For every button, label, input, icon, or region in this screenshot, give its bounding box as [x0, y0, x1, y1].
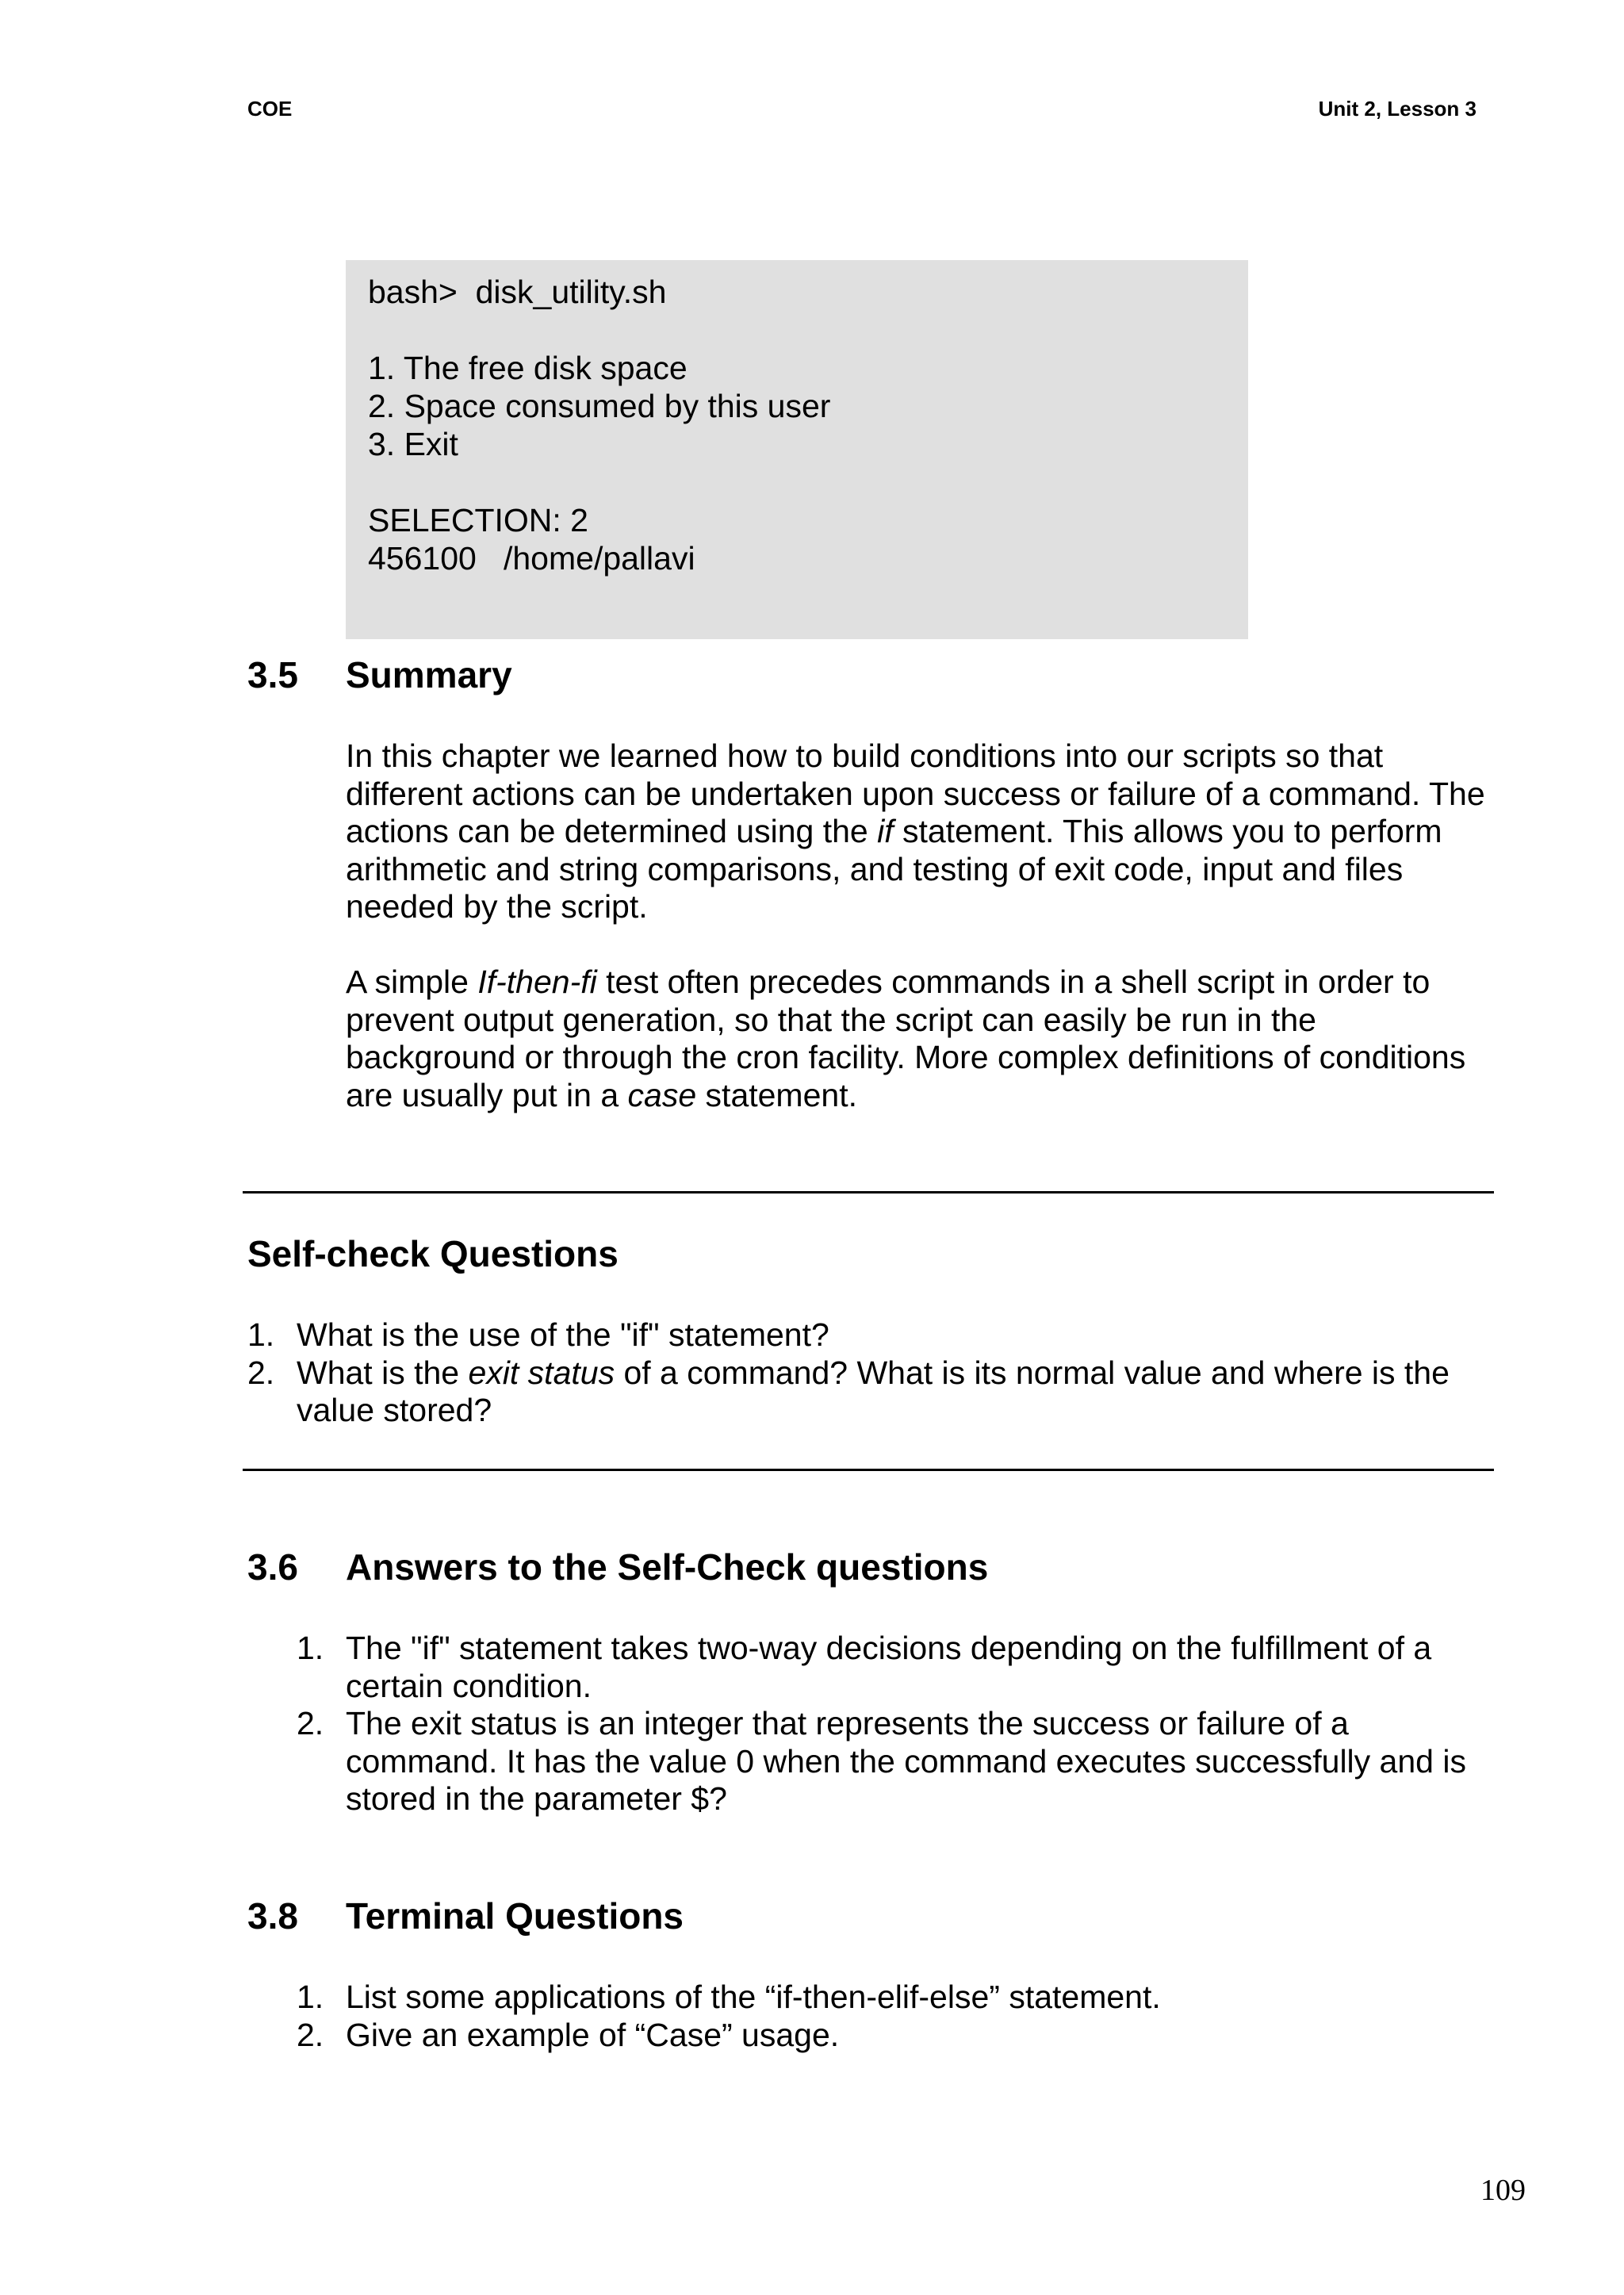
section-title: Summary	[346, 654, 512, 695]
terminal-result: 456100 /home/pallavi	[368, 540, 695, 577]
terminal-prompt: bash> disk_utility.sh	[368, 274, 667, 310]
section-title: Terminal Questions	[346, 1895, 684, 1937]
answers-list	[297, 1630, 1486, 1818]
summary-paragraph-1: In this chapter we learned how to build conditions into our scripts so that different actions can be undertaken upon success or failure of a command. The actions can be determined using the if statement. This allows you to perform arithmetic and string comparisons, and testing of exit code, input and files needed by the script.	[346, 738, 1485, 925]
section-number: 3.6	[247, 1546, 298, 1588]
terminal-menu-item: 1. The free disk space	[368, 350, 688, 386]
summary-heading	[247, 653, 512, 697]
self-check-heading: Self-check Questions	[247, 1233, 619, 1274]
divider-top	[243, 1191, 1494, 1193]
page-number: 109	[1480, 2174, 1526, 2207]
terminal-questions-heading	[247, 1894, 684, 1938]
terminal-questions-list	[297, 1979, 1486, 2054]
self-check-list	[247, 1316, 1492, 1430]
terminal-output-box	[346, 260, 1248, 639]
terminal-menu-item: 2. Space consumed by this user	[368, 388, 831, 424]
header-left: COE	[247, 97, 293, 121]
section-number: 3.8	[247, 1895, 298, 1937]
section-number: 3.5	[247, 654, 298, 695]
section-title: Answers to the Self-Check questions	[346, 1546, 989, 1588]
header-right: Unit 2, Lesson 3	[1318, 97, 1477, 121]
summary-paragraph-2: A simple If-then-fi test often precedes commands in a shell script in order to prevent output generation, so that the script can easily be run in the background or through the cron facility. More complex definitions of conditions are usually put in a case statement.	[346, 964, 1466, 1113]
summary-body	[346, 738, 1488, 1114]
list-item: 2. What is the exit status of a command? What is its normal value and where is the value stored?	[247, 1354, 1450, 1428]
terminal-selection: SELECTION: 2	[368, 502, 588, 538]
answers-heading	[247, 1545, 988, 1589]
list-item: 1. The "if" statement takes two-way decisions depending on the fulfillment of a certain condition.	[297, 1630, 1432, 1704]
list-item: 1. What is the use of the "if" statement?	[247, 1316, 829, 1353]
list-item: 1. List some applications of the “if-then-elif-else” statement.	[297, 1979, 1161, 2015]
list-item: 2. Give an example of “Case” usage.	[297, 2016, 840, 2053]
terminal-menu-item: 3. Exit	[368, 426, 458, 462]
divider-bottom	[243, 1469, 1494, 1471]
list-item: 2. The exit status is an integer that represents the success or failure of a command. It has the value 0 when the command executes successfully and is stored in the parameter $?	[297, 1705, 1466, 1817]
